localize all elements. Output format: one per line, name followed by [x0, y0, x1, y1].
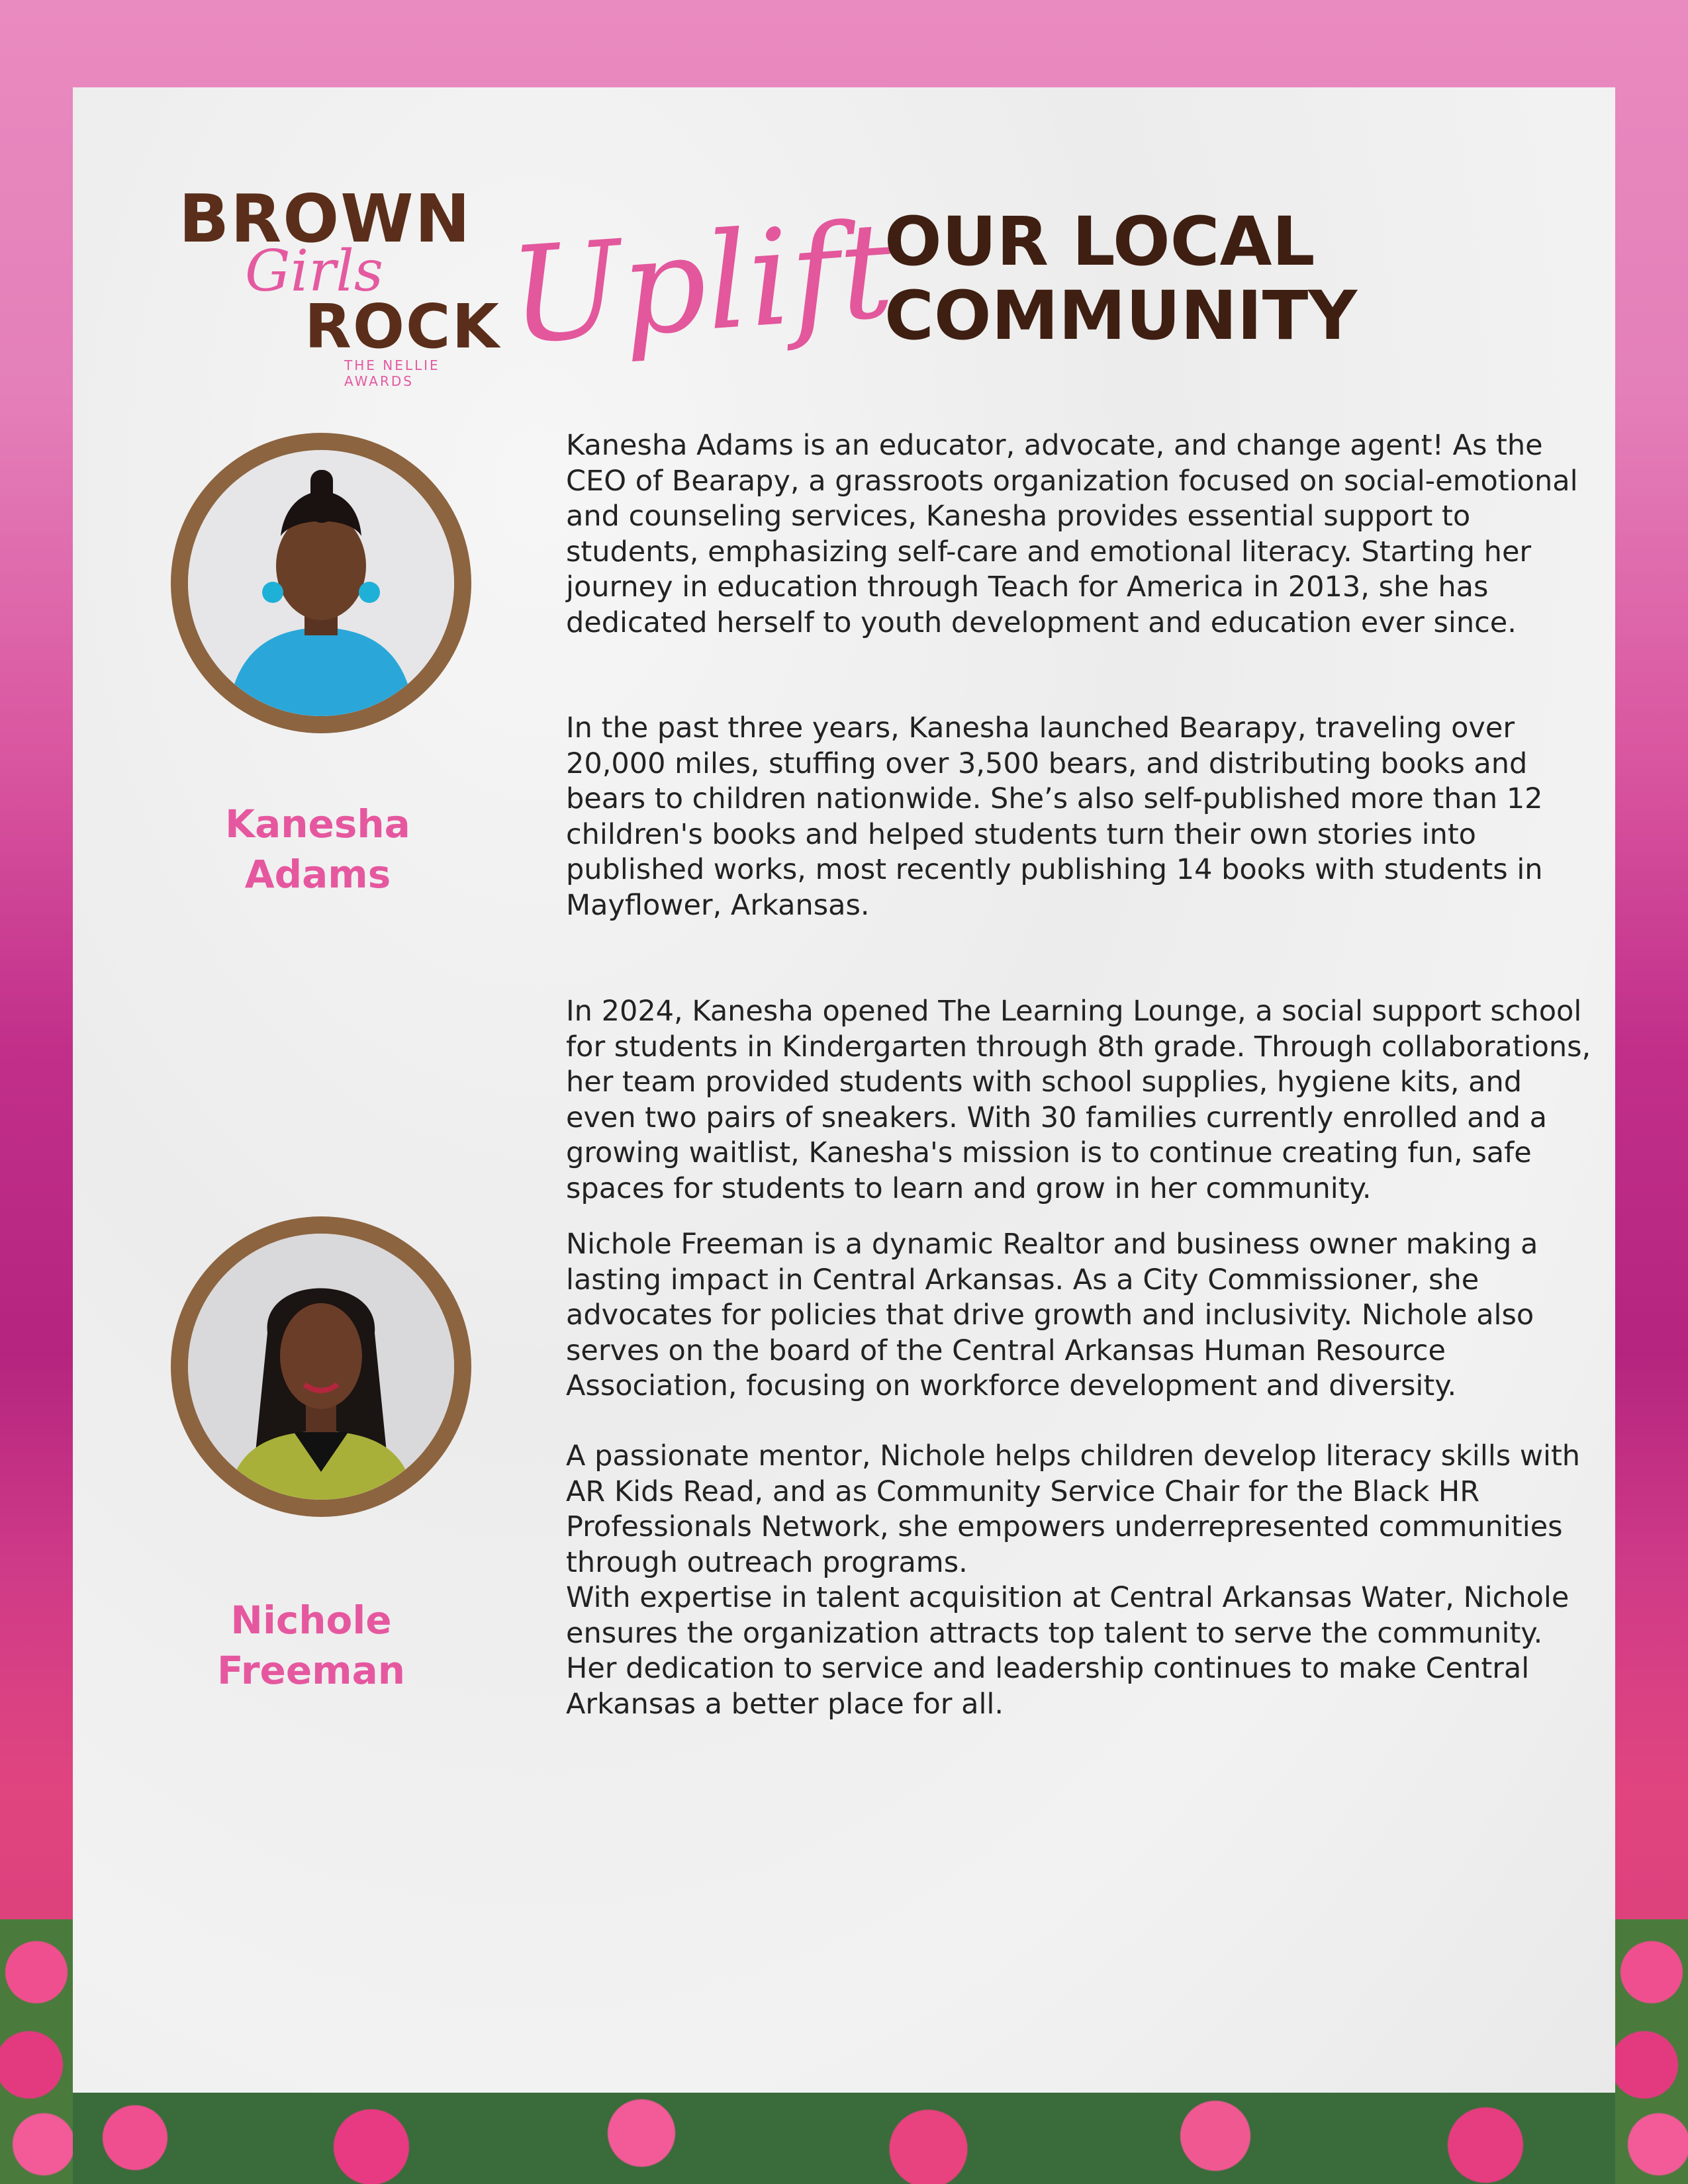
nichole-bio-paragraph-1: Nichole Freeman is a dynamic Realtor and business owner making a lasting impact in Central Arkansas. As a City Commissioner, she advocates for policies that drive growth and inclusivity. Nichole also serves on the board of the Central Arkansas Human Resource Association, focusing on workforce development and diversity. — [566, 1228, 1538, 1402]
headline-line-2: COMMUNITY — [884, 277, 1358, 355]
roses-right-image — [1615, 1919, 1688, 2184]
nichole-name — [159, 1595, 463, 1696]
kanesha-portrait-image — [188, 450, 454, 716]
kanesha-name — [165, 799, 470, 899]
headline-line-1: OUR LOCAL — [884, 203, 1315, 281]
roses-footer-image — [0, 2091, 1688, 2184]
nichole-portrait-image — [188, 1234, 454, 1500]
logo-girls: Girls — [245, 238, 383, 304]
kanesha-bio-paragraph-2: In the past three years, Kanesha launched Bearapy, traveling over 20,000 miles, stuffing over 3,500 bears, and distributing books and bears to children nationwide. She’s also self-published more than 12 children's books and helped students turn their own stories into published works, most recently publishing 14 books with students in Mayflower, Arkansas. — [566, 711, 1543, 922]
nichole-first-name: Nichole — [230, 1598, 392, 1643]
logo-brown: BROWN — [179, 180, 472, 257]
kanesha-bio-paragraph-3: In 2024, Kanesha opened The Learning Lounge, a social support school for students in Kindergarten through 8th grade. Through collaborations, her team provided students with school supplies, hygiene kits, and even two pairs of sneakers. With 30 families currently enrolled and a growing waitlist, Kanesha's mission is to continue creating fun, safe spaces for students to learn and grow in her community. — [566, 995, 1591, 1205]
logo-rock: ROCK — [305, 291, 500, 362]
headline-script: Uplift — [504, 193, 898, 374]
kanesha-bio-paragraph-1: Kanesha Adams is an educator, advocate, and change agent! As the CEO of Bearapy, a grassroots organization focused on social-emotional and counseling services, Kanesha provides essential support to students, emphasizing self-care and emotional literacy. Starting her journey in education through Teach for America in 2013, she has dedicated herself to youth development and education ever since. — [566, 429, 1578, 639]
nichole-last-name: Freeman — [216, 1648, 406, 1693]
nichole-bio-paragraph-3: With expertise in talent acquisition at Central Arkansas Water, Nichole ensures the organization attracts top talent to serve the community. Her dedication to service and leadership continues to make Central Arkansas a better place for all. — [566, 1581, 1570, 1721]
kanesha-photo-frame — [171, 433, 471, 733]
roses-left-image — [0, 1919, 73, 2184]
brown-girls-rock-logo — [179, 180, 500, 389]
nichole-bio-paragraph-2: A passionate mentor, Nichole helps children develop literacy skills with AR Kids Read, and as Community Service Chair for the Black HR Professionals Network, she empowers underrepresented communities through outreach programs. — [566, 1439, 1581, 1579]
kanesha-first-name: Kanesha — [225, 801, 410, 846]
page-title — [884, 205, 1357, 353]
kanesha-last-name: Adams — [244, 852, 391, 897]
content-panel — [73, 87, 1615, 2093]
logo-subtitle: THE NELLIE AWARDS — [344, 357, 440, 389]
nichole-photo-frame — [171, 1216, 471, 1517]
